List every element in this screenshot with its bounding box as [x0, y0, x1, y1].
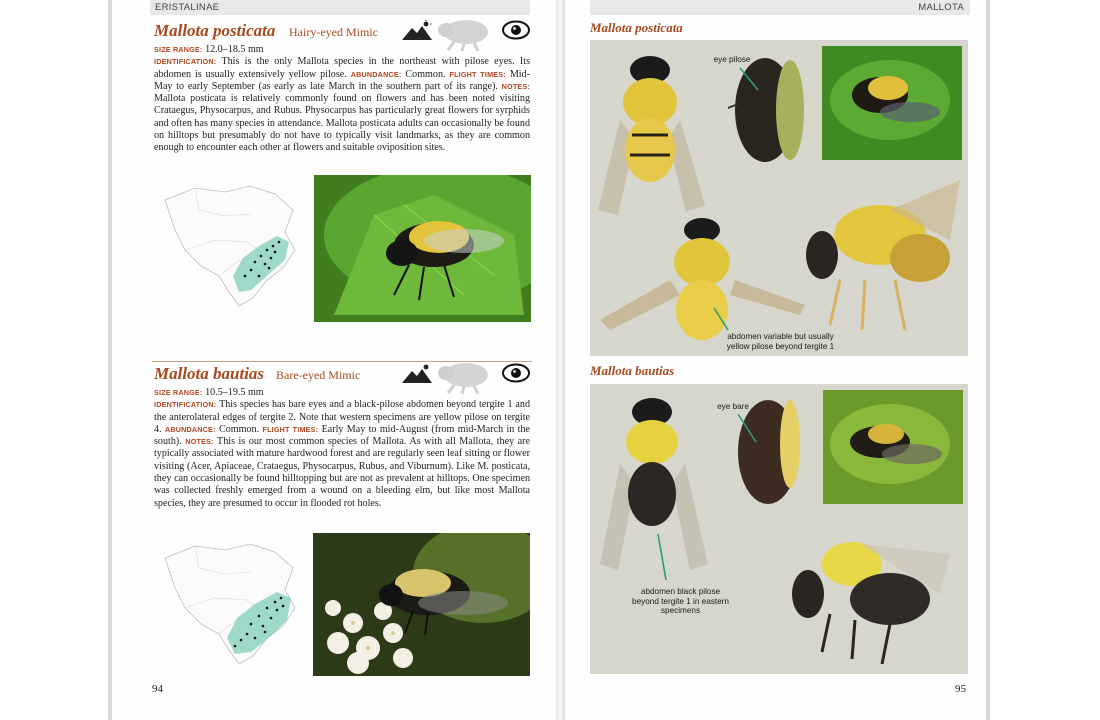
- eye-icon: [502, 363, 530, 383]
- callout-arrow: [658, 534, 666, 580]
- species-common-name: Bare-eyed Mimic: [276, 368, 361, 382]
- callout-abdomen-black: abdomen black pilose beyond tergite 1 in eastern specimens: [632, 587, 729, 615]
- notes-label: NOTES:: [185, 437, 214, 447]
- left-running-head: ERISTALINAE: [150, 0, 530, 15]
- specimen-dorsal: [600, 398, 708, 570]
- specimen-lateral: [806, 180, 960, 330]
- identification-text: This species has bare eyes and a black-pilose abdomen beyond tergite 1 and the anterolateral edges of tergite 2. Note that western specimens are yellow pilose on tergite 4.: [154, 399, 530, 435]
- callout-eye-pilose: eye pilose: [713, 55, 751, 64]
- flight-times-text: Early May to mid-August (from mid-March in the south).: [154, 423, 531, 448]
- book-spine: [556, 0, 565, 720]
- species-text-posticata: [154, 44, 530, 155]
- page-number-right: 95: [955, 683, 966, 695]
- left-page-edge: [108, 0, 112, 720]
- size-value: 12.0–18.5 mm: [205, 44, 264, 55]
- callout-eye-bare: eye bare: [717, 402, 749, 411]
- notes-label: NOTES:: [501, 81, 531, 91]
- plate-title-bautias: Mallota bautias: [590, 363, 675, 378]
- size-value: 10.5–19.5 mm: [205, 387, 264, 398]
- notes-text: Mallota posticata is relatively commonly found on flowers and has been noted visiting Crataegus, Physocarpus, and Rubus. Physocarpus has particularly great flowers for syrphids and often has many species in attendance. Mallota posticata adults can occasionally be found on hilltops but presumably do not have to typically visit landmarks, as they are common enough to encounter each other at flowers and suitable oviposition sites.: [154, 93, 530, 154]
- callout-abdomen-yellow: abdomen variable but usually yellow pilose beyond tergite 1: [726, 332, 835, 351]
- photo-bautias-on-flowers: [313, 533, 530, 676]
- flight-times-text: Mid-May to early September (as early as late March in the southern part of its range).: [154, 68, 530, 92]
- specimen-dorsal: [598, 56, 705, 215]
- plate-posticata: [590, 40, 968, 356]
- specimen-head-eye-pilose: [728, 58, 804, 162]
- flight-times-label: FLIGHT TIMES:: [449, 69, 506, 79]
- plate-title-posticata: Mallota posticata: [590, 20, 683, 35]
- range-map-bautias: [155, 538, 305, 668]
- eye-icon: [502, 20, 530, 40]
- specimen-live-photo: [822, 46, 962, 160]
- species-common-name: Hairy-eyed Mimic: [289, 25, 378, 39]
- range-map-posticata: [155, 180, 305, 310]
- specimen-abdomen-view: [600, 218, 805, 340]
- identification-label: IDENTIFICATION:: [154, 57, 217, 67]
- abundance-value: Common.: [219, 423, 260, 435]
- species-text-bautias: [154, 387, 530, 510]
- identification-label: IDENTIFICATION:: [154, 400, 217, 410]
- plate-posticata-figures: [590, 40, 968, 356]
- hilltop-icon: [402, 363, 432, 385]
- abundance-label: ABUNDANCE:: [164, 424, 216, 434]
- specimen-head-eye-bare: [738, 400, 800, 504]
- abundance-value: Common.: [405, 68, 446, 80]
- size-label: SIZE RANGE:: [154, 45, 203, 54]
- right-running-head: MALLOTA: [590, 0, 970, 15]
- species-title: Mallota posticata: [154, 21, 276, 40]
- species-title: Mallota bautias: [154, 364, 265, 383]
- photo-posticata-on-leaf: [314, 175, 531, 322]
- specimen-lateral: [792, 542, 950, 664]
- abundance-label: ABUNDANCE:: [350, 69, 402, 79]
- page-number-left: 94: [152, 683, 163, 695]
- flight-times-label: FLIGHT TIMES:: [262, 424, 319, 434]
- specimen-live-photo: [823, 390, 963, 504]
- size-label: SIZE RANGE:: [154, 388, 203, 397]
- plate-bautias: [590, 384, 968, 674]
- right-page-edge: [986, 0, 990, 720]
- notes-text: This is our most common species of Mallota. As with all Mallota, they are typically associated with mature hardwood forest and are regularly seen leaf sitting or flower visiting (Acer, Apiaceae, Crataegus, Physocarpus, Rubus, and Viburnum). Like M. posticata, they can occasionally be found hilltopping but are not as prevalent at hilltops. One specimen was collected freshly emerged from a wound on a bleeding elm, but like most Mallota species, they are presumed to occur in flooded rot holes.: [154, 436, 530, 509]
- hilltop-icon: [402, 20, 432, 42]
- identification-text: This is the only Mallota species in the northeast with pilose eyes. Its abdomen is usually extensively yellow pilose.: [154, 56, 530, 80]
- plate-bautias-figures: [590, 384, 968, 674]
